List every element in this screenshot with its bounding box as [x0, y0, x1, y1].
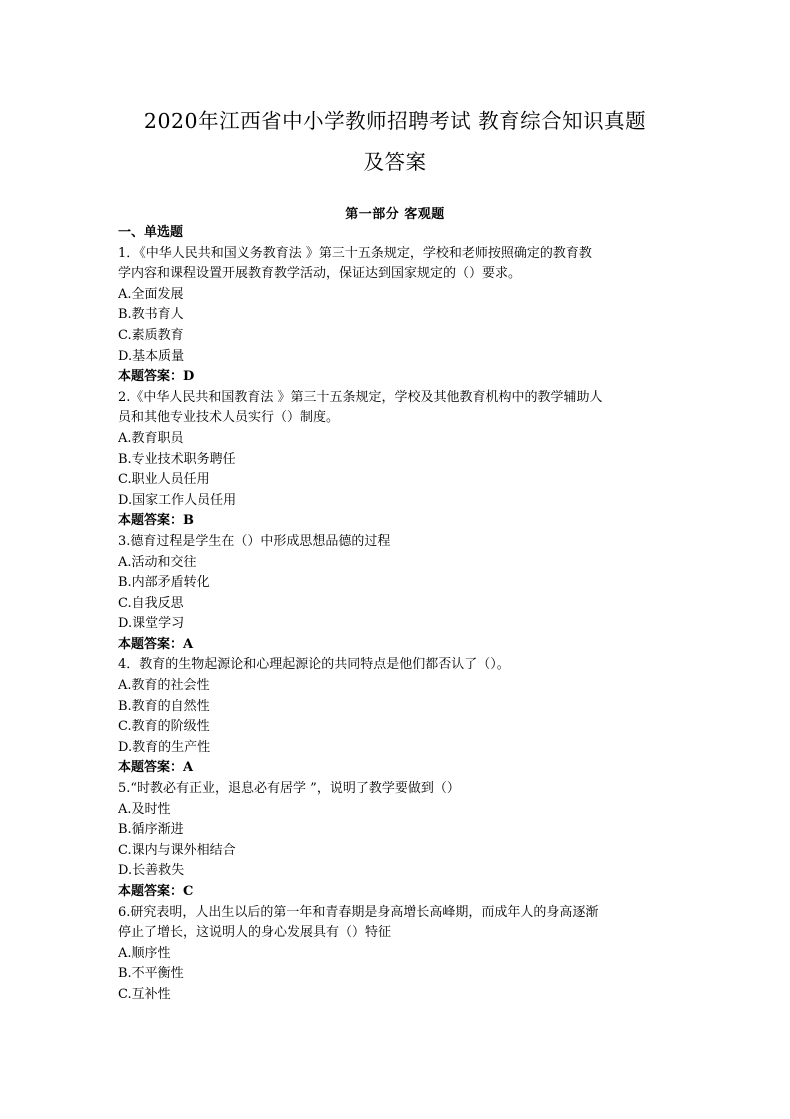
answer-line: 本题答案：C [118, 884, 194, 899]
question-6 [118, 903, 678, 1006]
question-3 [118, 532, 678, 656]
option-c: C.教育的阶级性 [118, 719, 210, 735]
option-c: C.互补性 [118, 986, 171, 1002]
question-list [118, 223, 678, 1006]
subsection-heading: 一、单选题 [118, 225, 184, 240]
document-title-line-1: 2020年江西省中小学教师招聘考试 教育综合知识真题 [143, 109, 647, 133]
option-a: A.教育职员 [118, 430, 184, 446]
option-b: B.不平衡性 [118, 966, 184, 982]
option-b: B.教书育人 [118, 307, 184, 323]
option-c: C.职业人员任用 [118, 472, 210, 488]
option-c: C.课内与课外相结合 [118, 842, 236, 858]
question-stem: 5.“时教必有正业，退息必有居学 ”，说明了教学要做到（） [118, 781, 460, 797]
option-b: B.内部矛盾转化 [118, 575, 210, 591]
answer-line: 本题答案：D [118, 369, 195, 385]
question-stem: 学内容和课程设置开展教育教学活动，保证达到国家规定的（）要求。 [118, 266, 522, 282]
question-stem: 3.德育过程是学生在（）中形成思想品德的过程 [118, 533, 391, 549]
question-stem: 6.研究表明，人出生以后的第一年和青春期是身高增长高峰期，而成年人的身高逐渐 [118, 904, 599, 920]
document-title-line-2: 及答案 [363, 150, 427, 174]
option-b: B.专业技术职务聘任 [118, 451, 236, 467]
question-stem: 4．教育的生物起源论和心理起源论的共同特点是他们都否认了（）。 [118, 657, 510, 673]
option-d: D.长善救失 [118, 863, 185, 879]
answer-line: 本题答案：A [118, 636, 194, 652]
option-d: D.教育的生产性 [118, 739, 211, 755]
option-d: D.国家工作人员任用 [118, 492, 237, 508]
answer-line: 本题答案：A [118, 760, 194, 776]
question-4 [118, 655, 678, 779]
option-a: A.全面发展 [118, 286, 184, 302]
answer-line: 本题答案：B [118, 513, 194, 529]
option-a: A.顺序性 [118, 945, 171, 961]
option-a: A.活动和交往 [118, 554, 197, 570]
question-stem: 停止了增长，这说明人的身心发展具有（）特征 [118, 925, 392, 941]
question-1 [118, 244, 678, 388]
question-5 [118, 779, 678, 903]
question-stem: 1．《中华人民共和国义务教育法 》第三十五条规定，学校和老师按照确定的教育教 [118, 245, 592, 261]
option-d: D.课堂学习 [118, 616, 185, 632]
question-stem: 2.《中华人民共和国教育法 》第三十五条规定，学校及其他教育机构中的教学辅助人 [118, 389, 603, 405]
question-2 [118, 388, 678, 532]
option-c: C.素质教育 [118, 327, 184, 343]
section-heading: 第一部分 客观题 [345, 207, 445, 222]
option-a: A.及时性 [118, 801, 171, 817]
option-b: B.教育的自然性 [118, 698, 210, 714]
option-b: B.循序渐进 [118, 822, 184, 838]
option-d: D.基本质量 [118, 348, 185, 364]
option-a: A.教育的社会性 [118, 678, 210, 694]
option-c: C.自我反思 [118, 595, 184, 611]
question-stem: 员和其他专业技术人员实行（）制度。 [118, 410, 340, 426]
